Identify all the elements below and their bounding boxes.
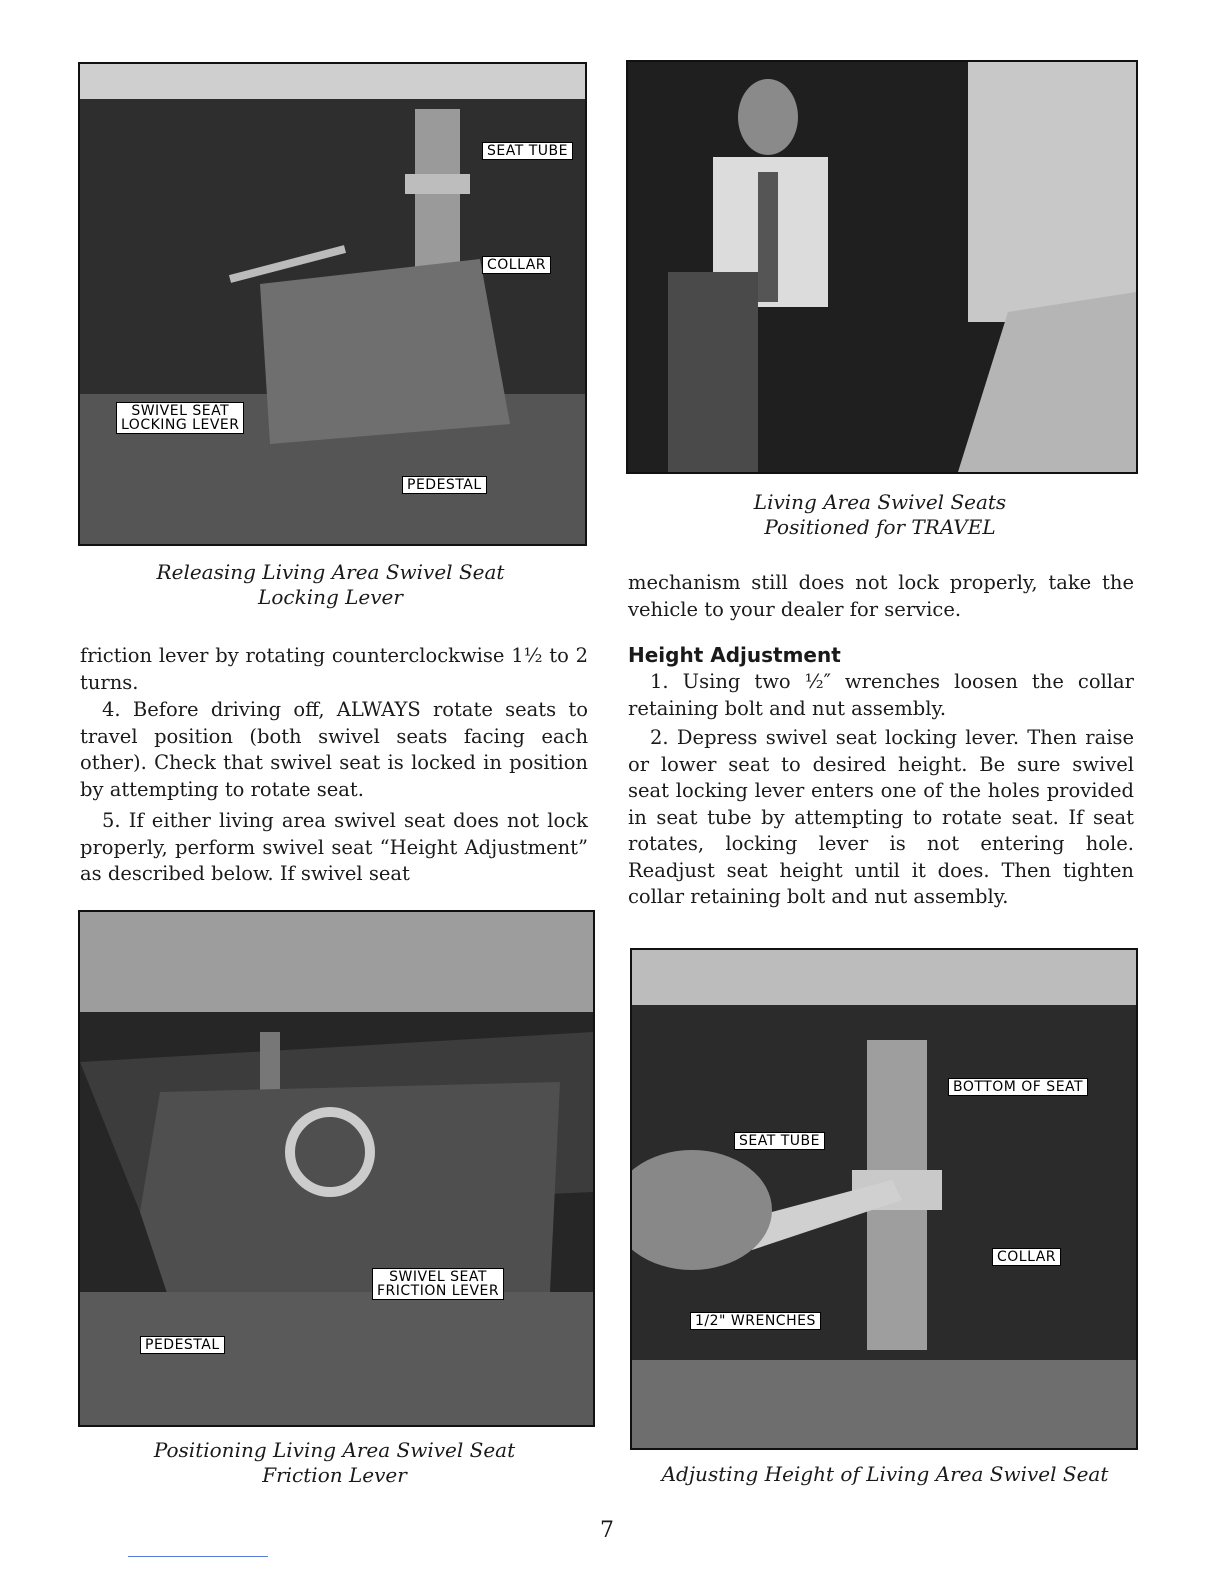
paragraph-mechanism: mechanism still does not lock properly, take the vehicle to your dealer for service. — [628, 571, 1134, 621]
paragraph-friction-lever: friction lever by rotating counterclockwise 1½ to 2 turns. — [80, 644, 588, 694]
callout-seat-tube-bottom: SEAT TUBE — [734, 1132, 825, 1150]
caption-positioning-friction-lever: Positioning Living Area Swivel Seat Friction Lever — [153, 1438, 516, 1487]
caption-seats-travel-position: Living Area Swivel Seats Positioned for TRAVEL — [753, 490, 1007, 539]
callout-bottom-of-seat: BOTTOM OF SEAT — [948, 1078, 1088, 1096]
photo-seats-travel-position — [626, 60, 1138, 474]
paragraph-height-step-2: 2. Depress swivel seat locking lever. Then raise or lower seat to desired height. Be sure swivel seat locking lever enters one of the holes provided in seat tube by attempting to rotate seat. If seat rotates, locking lever is not entering hole. Readjust seat height until it does. Then tighten collar retaining bolt and nut assembly. — [628, 726, 1134, 908]
callout-pedestal-bottom: PEDESTAL — [140, 1336, 225, 1354]
photo-positioning-friction-lever — [78, 910, 595, 1427]
callout-seat-tube: SEAT TUBE — [482, 142, 573, 160]
callout-pedestal: PEDESTAL — [402, 476, 487, 494]
photo-releasing-locking-lever — [78, 62, 587, 546]
paragraph-step-4: 4. Before driving off, ALWAYS rotate seats to travel position (both swivel seats facing each other). Check that swivel seat is locked in position by attempting to rotate seat. — [80, 698, 588, 801]
callout-wrenches: 1/2" WRENCHES — [690, 1312, 821, 1330]
callout-collar-bottom: COLLAR — [992, 1248, 1061, 1266]
callout-locking-lever: SWIVEL SEAT LOCKING LEVER — [116, 402, 244, 434]
paragraph-step-5: 5. If either living area swivel seat does not lock properly, perform swivel seat “Height Adjustment” as described below. If swivel seat — [80, 809, 588, 885]
page-number: 7 — [600, 1518, 614, 1543]
heading-height-adjustment: Height Adjustment — [628, 643, 841, 667]
photo-adjusting-height — [630, 948, 1138, 1450]
callout-friction-lever: SWIVEL SEAT FRICTION LEVER — [372, 1268, 504, 1300]
caption-releasing-locking-lever: Releasing Living Area Swivel Seat Locking Lever — [156, 560, 505, 609]
callout-collar: COLLAR — [482, 256, 551, 274]
caption-adjusting-height: Adjusting Height of Living Area Swivel Seat — [661, 1462, 1109, 1486]
footer-rule — [128, 1556, 268, 1557]
paragraph-height-step-1: 1. Using two ½″ wrenches loosen the collar retaining bolt and nut assembly. — [628, 670, 1134, 720]
